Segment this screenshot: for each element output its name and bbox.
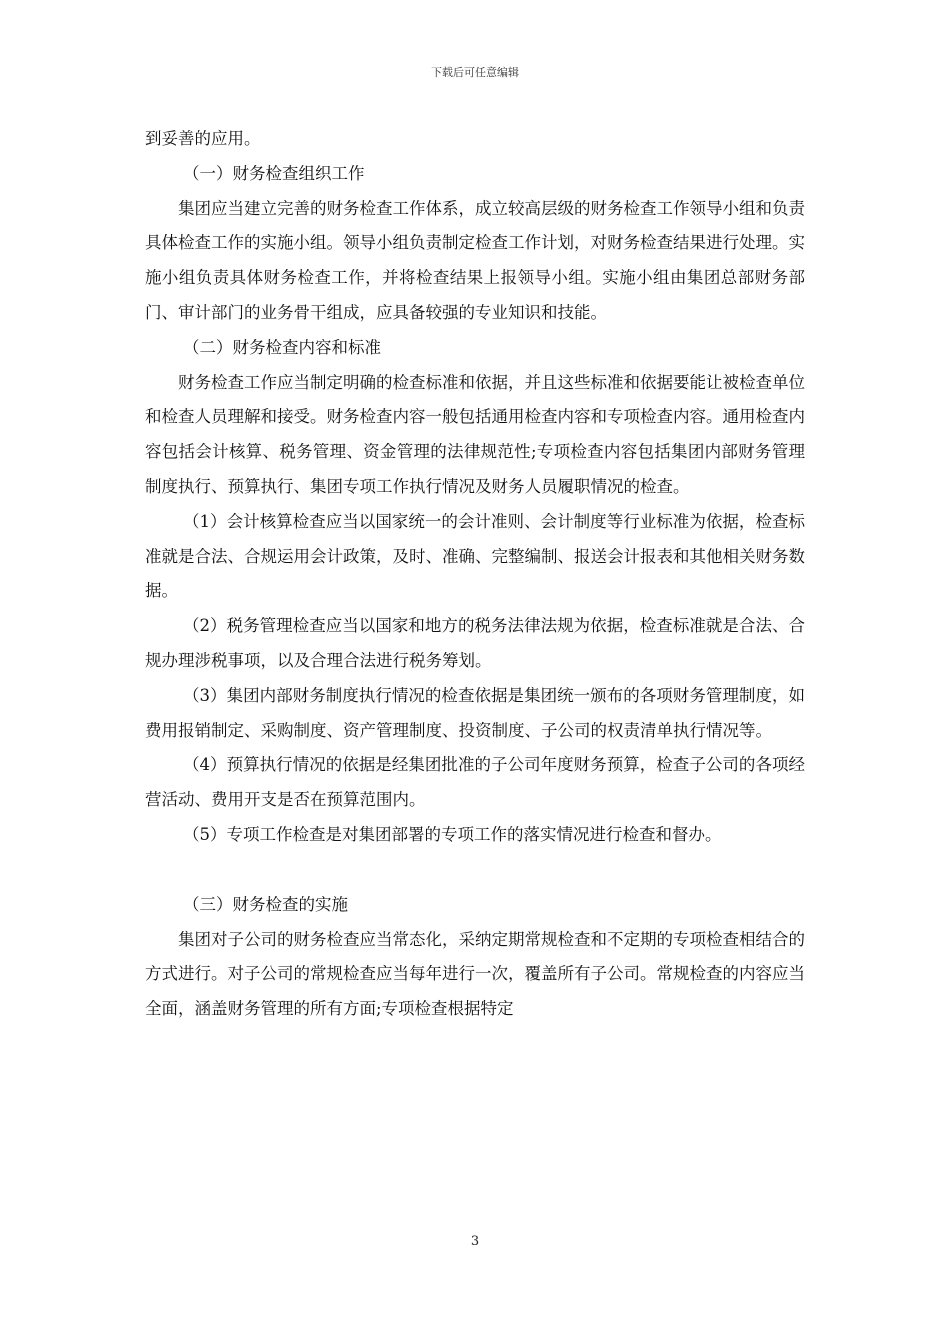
- paragraph-continuation: 到妥善的应用。: [145, 129, 261, 148]
- list-item-1: （1）会计核算检查应当以国家统一的会计准则、会计制度等行业标准为依据，检查标准就是合法、合规运用会计政策，及时、准确、完整编制、报送会计报表和其他相关财务数据。: [145, 511, 805, 601]
- list-item-2: （2）税务管理检查应当以国家和地方的税务法律法规为依据，检查标准就是合法、合规办理涉税事项，以及合理合法进行税务筹划。: [145, 616, 805, 670]
- page-header: 下载后可任意编辑: [431, 66, 519, 79]
- document-body: [145, 122, 805, 1027]
- section-heading-1: （一）财务检查组织工作: [183, 163, 365, 183]
- list-item-5: （5）专项工作检查是对集团部署的专项工作的落实情况进行检查和督办。: [183, 824, 722, 844]
- list-item-3: （3）集团内部财务制度执行情况的检查依据是集团统一颁布的各项财务管理制度，如费用报销制定、采购制度、资产管理制度、投资制度、子公司的权责清单执行情况等。: [145, 685, 805, 740]
- section-heading-3: （三）财务检查的实施: [183, 894, 348, 914]
- list-item-4: （4）预算执行情况的依据是经集团批准的子公司年度财务预算，检查子公司的各项经营活动、费用开支是否在预算范围内。: [145, 755, 805, 810]
- paragraph-organization: 集团应当建立完善的财务检查工作体系，成立较高层级的财务检查工作领导小组和负责具体检查工作的实施小组。领导小组负责制定检查工作计划，对财务检查结果进行处理。实施小组负责具体财务检查工作，并将检查结果上报领导小组。实施小组由集团总部财务部门、审计部门的业务骨干组成，应具备较强的专业知识和技能。: [145, 198, 805, 322]
- paragraph-content-standards: 财务检查工作应当制定明确的检查标准和依据，并且这些标准和依据要能让被检查单位和检查人员理解和接受。财务检查内容一般包括通用检查内容和专项检查内容。通用检查内容包括会计核算、税务管理、资金管理的法律规范性;专项检查内容包括集团内部财务管理制度执行、预算执行、集团专项工作执行情况及财务人员履职情况的检查。: [145, 372, 805, 496]
- paragraph-implementation: 集团对子公司的财务检查应当常态化，采纳定期常规检查和不定期的专项检查相结合的方式进行。对子公司的常规检查应当每年进行一次，覆盖所有子公司。常规检查的内容应当全面，涵盖财务管理的所有方面;专项检查根据特定: [145, 929, 805, 1019]
- blank-line: [145, 853, 805, 888]
- page-number: 3: [470, 1234, 480, 1249]
- section-heading-2: （二）财务检查内容和标准: [183, 337, 381, 357]
